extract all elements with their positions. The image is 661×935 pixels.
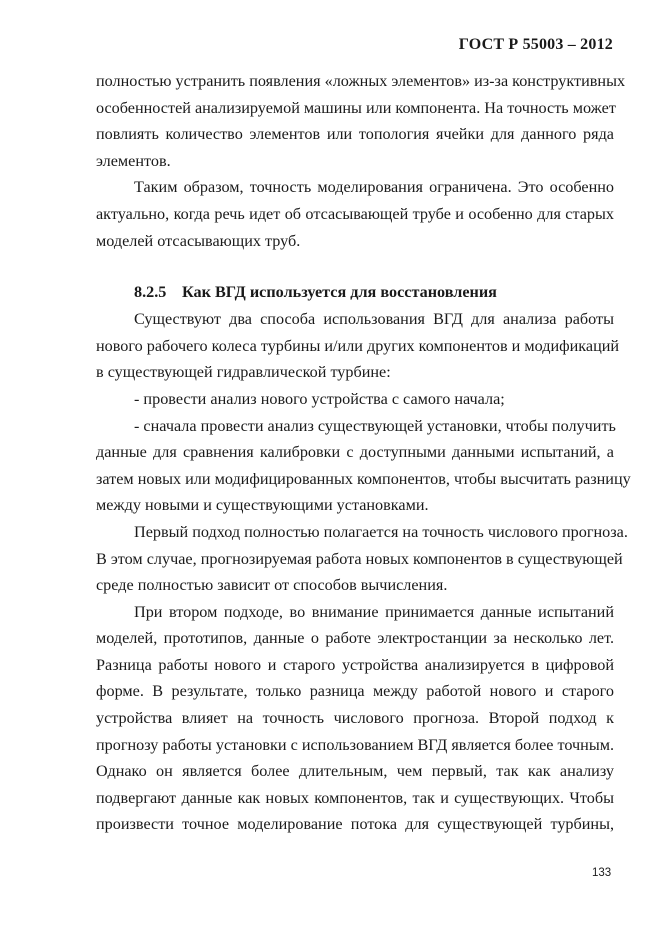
- text-line: форме. В результате, только разница между работой нового и старого: [96, 682, 614, 701]
- body-text: [96, 68, 631, 838]
- text-line: в существующей гидравлической турбине:: [96, 363, 391, 382]
- text-line: моделей, прототипов, данные о работе электростанции за несколько лет.: [96, 629, 614, 648]
- text-line: В этом случае, прогнозируемая работа новых компонентов в существующей: [96, 549, 623, 568]
- list-item: - сначала провести анализ существующей установки, чтобы получить: [134, 416, 616, 435]
- text-line: произвести точное моделирование потока для существующей турбины,: [96, 815, 614, 834]
- text-line: полностью устранить появления «ложных элементов» из-за конструктивных: [96, 72, 626, 90]
- text-line: прогнозу работы установки с использованием ВГД является более точным.: [96, 735, 614, 754]
- text-line: между новыми и существующими установками.: [96, 496, 429, 515]
- section-number: 8.2.5: [134, 283, 167, 302]
- text-line: Разница работы нового и старого устройства анализируется в цифровой: [96, 655, 614, 674]
- text-line: элементов.: [96, 151, 171, 170]
- text-line: моделей отсасывающих труб.: [96, 231, 301, 250]
- text-line: повлиять количество элементов или топология ячейки для данного ряда: [96, 125, 614, 144]
- text-line: среде полностью зависит от способов вычисления.: [96, 576, 448, 595]
- text-line: данные для сравнения калибровки с доступными данными испытаний, а: [96, 443, 614, 462]
- text-line: устройства влияет на точность числового прогноза. Второй подход к: [96, 709, 614, 728]
- list-item: - провести анализ нового устройства с самого начала;: [134, 389, 505, 408]
- text-line: особенностей анализируемой машины или компонента. На точность может: [96, 98, 616, 117]
- text-line: Первый подход полностью полагается на точность числового прогноза.: [134, 522, 628, 541]
- text-line: Однако он является более длительным, чем первый, так как анализу: [96, 762, 614, 781]
- text-line: актуально, когда речь идет об отсасывающей трубе и особенно для старых: [96, 204, 614, 223]
- text-line: Существуют два способа использования ВГД для анализа работы: [134, 310, 614, 329]
- text-line: затем новых или модифицированных компонентов, чтобы высчитать разницу: [96, 469, 631, 488]
- section-title: Как ВГД используется для восстановления: [182, 283, 497, 302]
- text-line: При втором подходе, во внимание принимается данные испытаний: [134, 602, 614, 621]
- text-line: нового рабочего колеса турбины и/или других компонентов и модификаций: [96, 336, 620, 355]
- page-number: 133: [592, 867, 612, 879]
- section-heading: [96, 278, 614, 306]
- text-line: Таким образом, точность моделирования ограничена. Это особенно: [134, 178, 614, 197]
- document-header: ГОСТ Р 55003 – 2012: [458, 36, 613, 53]
- text-line: подвергают данные как новых компонентов, так и существующих. Чтобы: [96, 788, 614, 807]
